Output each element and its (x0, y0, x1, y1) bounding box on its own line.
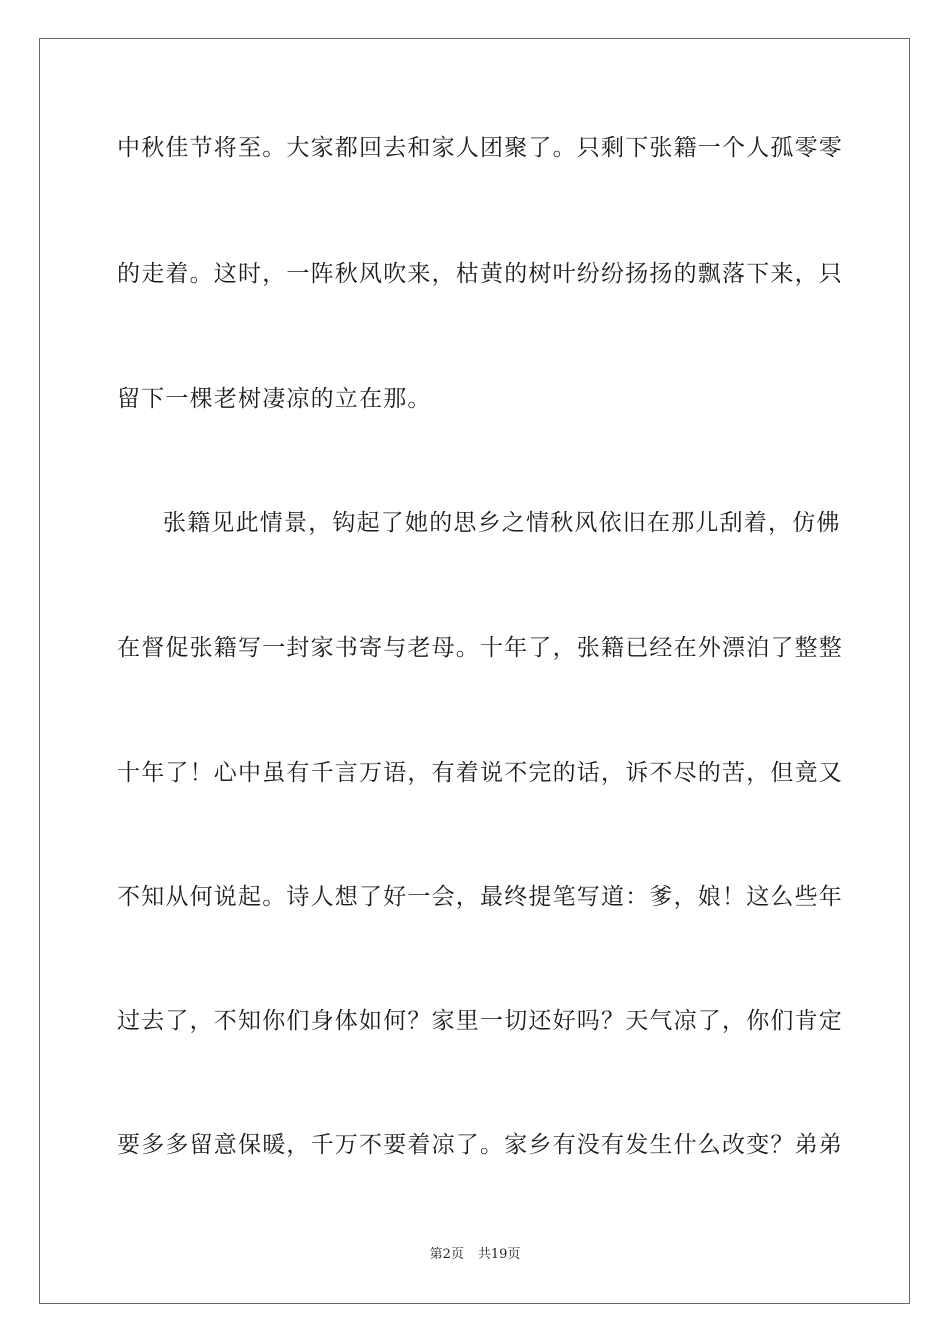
body-line-4: 张籍见此情景，钩起了她的思乡之情秋风依旧在那儿刮着，仿佛 (163, 510, 841, 536)
body-line-5: 在督促张籍写一封家书寄与老母。十年了，张籍已经在外漂泊了整整 (117, 635, 843, 661)
body-line-8: 过去了，不知你们身体如何？家里一切还好吗？天气凉了，你们肯定 (117, 1008, 843, 1034)
body-line-3: 留下一棵老树凄凉的立在那。 (117, 386, 432, 412)
page-number: 第2页 (429, 1247, 464, 1262)
body-line-7: 不知从何说起。诗人想了好一会，最终提笔写道：爹，娘！这么些年 (117, 884, 843, 910)
page-total: 共19页 (477, 1247, 521, 1262)
page-border (39, 38, 910, 1304)
page-footer (0, 1245, 950, 1265)
body-line-6: 十年了！心中虽有千言万语，有着说不完的话，诉不尽的苦，但竟又 (117, 760, 843, 786)
body-line-2: 的走着。这时，一阵秋风吹来，枯黄的树叶纷纷扬扬的飘落下来，只 (117, 261, 843, 287)
body-line-1: 中秋佳节将至。大家都回去和家人团聚了。只剩下张籍一个人孤零零 (117, 135, 843, 161)
body-line-9: 要多多留意保暖，千万不要着凉了。家乡有没有发生什么改变？弟弟 (117, 1132, 843, 1158)
